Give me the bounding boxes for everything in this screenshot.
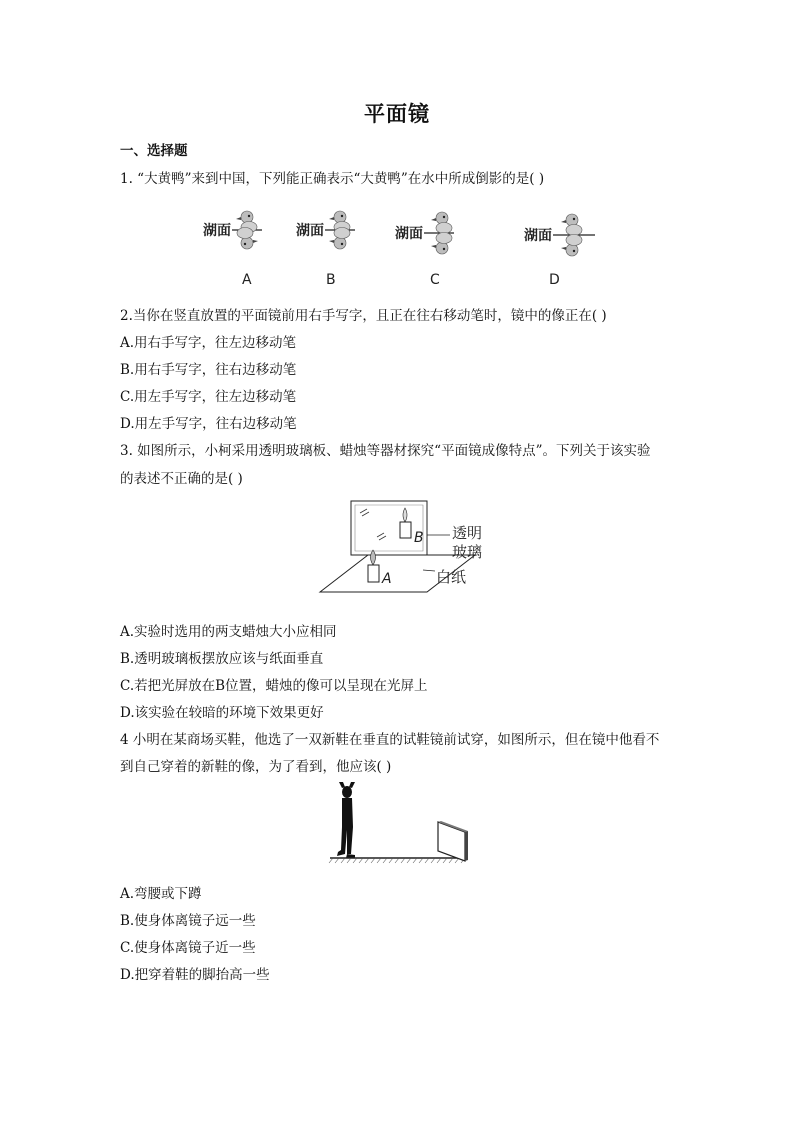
q3-option-c: C.若把光屏放在B位置，蜡烛的像可以呈现在光屏上 — [120, 678, 428, 694]
q1-option-a-figure — [203, 211, 262, 288]
paper-label: 白纸 — [436, 568, 467, 586]
q3-option-d: D.该实验在较暗的环境下效果更好 — [120, 705, 324, 721]
q2-option-d: D.用左手写字，往右边移动笔 — [120, 416, 297, 432]
q1-lake-label-c: 湖面 — [395, 226, 423, 242]
mirror-shape — [438, 822, 465, 861]
q1-stem: 1. “大黄鸭”来到中国，下列能正确表示“大黄鸭”在水中所成倒影的是( ) — [120, 171, 545, 187]
q1-option-b: B — [326, 272, 336, 288]
q1-lake-label-a: 湖面 — [203, 223, 231, 239]
q1-option-d-figure — [524, 214, 595, 288]
q3-option-b: B.透明玻璃板摆放应该与纸面垂直 — [120, 651, 324, 667]
q1-lake-label-d: 湖面 — [524, 228, 552, 244]
q1-option-a: A — [242, 272, 252, 288]
q4-stem-line2: 到自己穿着的新鞋的像，为了看到，他应该( ) — [120, 759, 392, 775]
section-heading: 一、选择题 — [120, 143, 188, 159]
q2-stem: 2.当你在竖直放置的平面镜前用右手写字，且正在往右移动笔时，镜中的像正在( ) — [120, 308, 607, 324]
q3-figure — [315, 495, 495, 600]
q4-option-b: B.使身体离镜子远一些 — [120, 913, 256, 929]
candle-a-label: A — [382, 571, 392, 587]
q3-stem-line2: 的表述不正确的是( ) — [120, 471, 243, 487]
q2-option-c: C.用左手写字，往左边移动笔 — [120, 389, 297, 405]
q4-option-c: C.使身体离镜子近一些 — [120, 940, 256, 956]
person-silhouette — [337, 782, 355, 858]
page-title: 平面镜 — [364, 101, 430, 126]
q1-lake-label-b: 湖面 — [296, 223, 324, 239]
q2-option-a: A.用右手写字，往左边移动笔 — [120, 335, 297, 351]
q4-option-a: A.弯腰或下蹲 — [120, 886, 202, 902]
q4-option-d: D.把穿着鞋的脚抬高一些 — [120, 967, 270, 983]
glass-label-1: 透明 — [452, 524, 483, 542]
q1-option-d: D — [549, 272, 560, 288]
q3-stem-line1: 3. 如图所示，小柯采用透明玻璃板、蜡烛等器材探究“平面镜成像特点”。下列关于该实验 — [120, 443, 651, 459]
candle-b-label: B — [414, 530, 424, 546]
glass-label-2: 玻璃 — [452, 543, 483, 561]
q1-option-b-figure — [296, 211, 355, 288]
q4-figure — [325, 782, 475, 864]
q2-option-b: B.用右手写字，往右边移动笔 — [120, 362, 297, 378]
q3-option-a: A.实验时选用的两支蜡烛大小应相同 — [120, 624, 337, 640]
q1-figure — [190, 195, 610, 295]
q1-option-c-figure — [395, 212, 454, 288]
q1-option-c: C — [430, 272, 440, 288]
q4-stem-line1: 4 小明在某商场买鞋，他选了一双新鞋在垂直的试鞋镜前试穿，如图所示，但在镜中他看不 — [120, 732, 660, 748]
